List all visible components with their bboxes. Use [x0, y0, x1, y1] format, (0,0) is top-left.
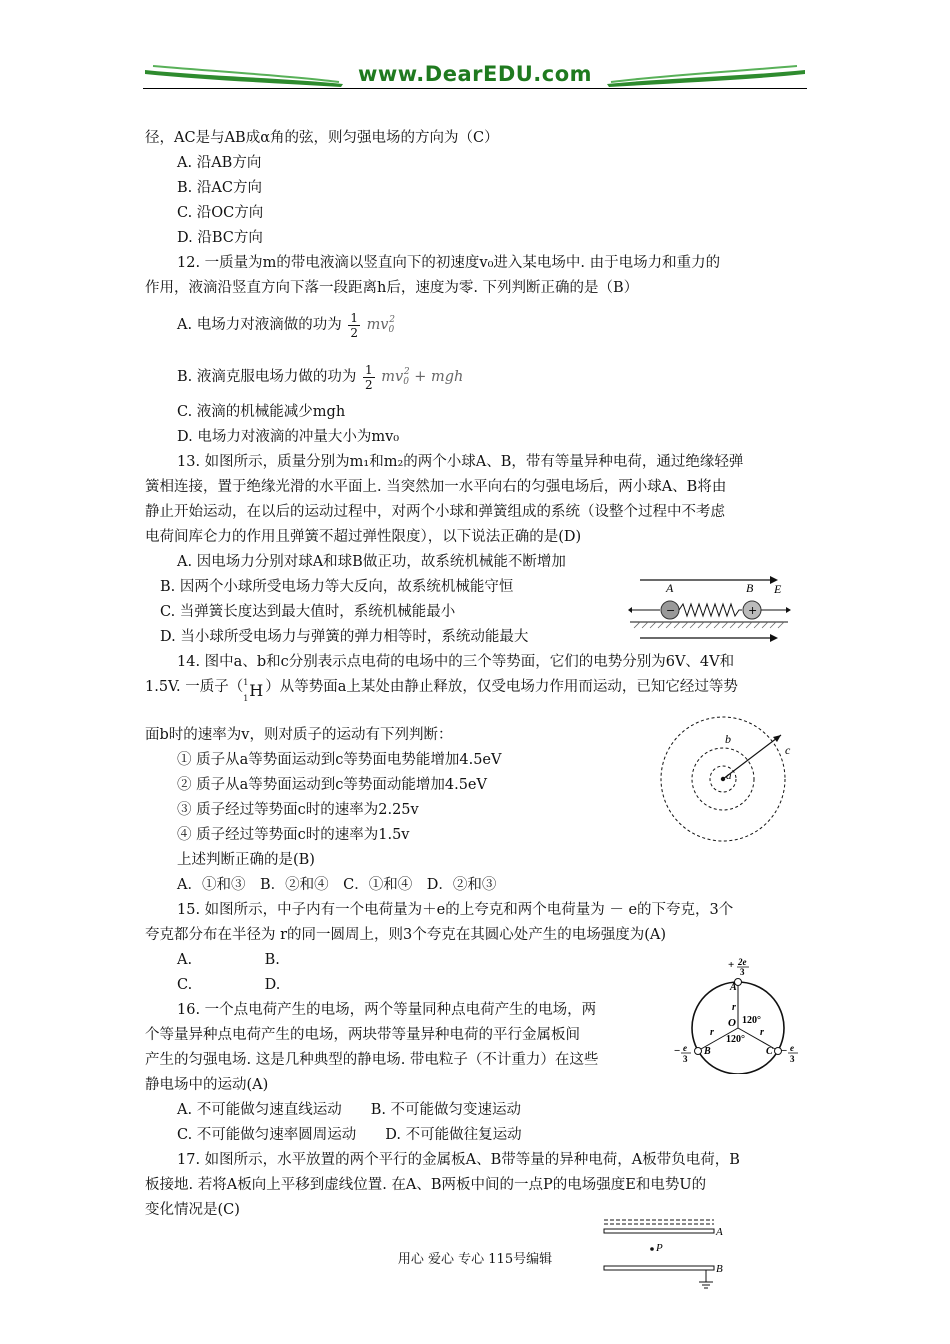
angle-label: 120° [742, 1015, 761, 1026]
label-c: C [766, 1046, 773, 1057]
minus-sign: − [666, 604, 676, 617]
text-line: 板接地. 若将A板向上平移到虚线位置. 在A、B两板中间的一点P的电场强度E和电势U的 [145, 1177, 707, 1193]
figure-15-quarks [672, 956, 802, 1074]
option-line: A. 因电场力分别对球A和球B做正功，故系统机械能不断增加 [177, 554, 566, 570]
option-line: A. 沿AB方向 [177, 155, 262, 171]
statement-3: ③ 质子经过等势面c时的速率为2.25v [177, 802, 419, 818]
option-line: C. 当弹簧长度达到最大值时，系统机械能最小 [160, 604, 456, 620]
text-line: 变化情况是(C) [145, 1202, 240, 1218]
option-line: D. 当小球所受电场力与弹簧的弹力相等时，系统动能最大 [160, 629, 529, 645]
label-r-top: r [732, 1002, 736, 1013]
q12-option-b: B. 液滴克服电场力做的功为 $\frac{1}{2}$ $mv_0^2$ + mgh [177, 362, 464, 392]
options-line: A．①和③ B．②和④ C．①和④ D．②和③ [177, 877, 497, 893]
statement-1: ① 质子从a等势面运动到c等势面电势能增加4.5eV [177, 752, 502, 768]
figure-13-spring-balls [628, 572, 793, 644]
question-16: 16. 一个点电荷产生的电场，两个等量同种点电荷产生的电场，两 [177, 1002, 597, 1018]
text-line: 电荷间库仑力的作用且弹簧不超过弹性限度），以下说法正确的是(D) [145, 529, 582, 545]
site-logo-text[interactable]: www.DearEDU.com [357, 62, 593, 86]
text-line: 夸克都分布在半径为 r的同一圆周上，则3个夸克在其圆心处产生的电场强度为(A) [145, 927, 667, 943]
charge-top-num: 2e [738, 957, 747, 967]
charge-right-num: e [790, 1043, 794, 1053]
question-13: 13. 如图所示，质量分别为m₁和m₂的两个小球A、B，带有等量异种电荷，通过绝缘轻弹 [177, 454, 744, 470]
charge-left-num: e [683, 1043, 687, 1053]
option-line: B. 因两个小球所受电场力等大反向，故系统机械能守恒 [160, 579, 514, 595]
page-footer: 用心 爱心 专心 115号编辑 [397, 1252, 553, 1267]
angle-label: 120° [726, 1034, 745, 1045]
q12-option-a: A. 电场力对液滴做的功为 $\frac{1}{2}$ $mv_0^2$ [177, 310, 395, 340]
header-rule [143, 88, 807, 89]
text-line: 个等量异种点电荷产生的电场，两块带等量异种电荷的平行金属板间 [145, 1027, 580, 1043]
options-line: A. 不可能做匀速直线运动 B. 不可能做匀变速运动 [177, 1102, 522, 1118]
option-line: D. 电场力对液滴的冲量大小为mv₀ [177, 429, 400, 445]
charge-top-den: 3 [740, 967, 745, 977]
statement-2: ② 质子从a等势面运动到c等势面动能增加4.5eV [177, 777, 487, 793]
label-b: B [704, 1046, 711, 1057]
label-a: a [726, 770, 732, 782]
fraction: $\frac{1}{2}$ [350, 310, 358, 340]
label-b: B [716, 1263, 723, 1275]
question-14: 14. 图中a、b和c分别表示点电荷的电场中的三个等势面，它们的电势分别为6V、4V和 [177, 654, 735, 670]
text-line: 作用，液滴沿竖直方向下落一段距离h后，速度为零. 下列判断正确的是（B） [145, 280, 639, 296]
text-line: 径，AC是与AB成α角的弦，则匀强电场的方向为（C） [145, 130, 499, 146]
text-line: 静电场中的运动(A) [145, 1077, 269, 1093]
charge-plus-sign: + [728, 959, 735, 971]
label-r-right: r [760, 1027, 764, 1038]
charge-right-minus: − [781, 1045, 788, 1057]
option-line: C. 液滴的机械能减少mgh [177, 404, 346, 420]
plate-a [604, 1229, 714, 1233]
option-line: D. 沿BC方向 [177, 230, 263, 246]
charge-left-den: 3 [683, 1054, 688, 1064]
nuclide-symbol: 1 1 H [243, 678, 264, 703]
plus-sign: + [748, 604, 758, 617]
options-line: C. D. [177, 977, 281, 993]
charge-left-minus: − [674, 1045, 681, 1057]
option-line: C. 沿OC方向 [177, 205, 264, 221]
label-c: c [785, 743, 791, 757]
text-line: 上述判断正确的是(B) [177, 852, 315, 868]
figure-14-equipotentials [655, 712, 795, 842]
fraction: $\frac{1}{2}$ [364, 362, 373, 392]
label-e: E [774, 582, 782, 596]
label-a: A [716, 1226, 723, 1238]
options-line: C. 不可能做匀速率圆周运动 D. 不可能做往复运动 [177, 1127, 522, 1143]
text-line: 静止开始运动，在以后的运动过程中，对两个小球和弹簧组成的系统（设整个过程中不考虑 [145, 504, 725, 520]
question-15: 15. 如图所示，中子内有一个电荷量为＋e的上夸克和两个电荷量为 － e的下夸克，3个 [177, 902, 734, 918]
label-b: B [746, 581, 754, 595]
charge-right-den: 3 [790, 1054, 795, 1064]
text-line: 簧相连接，置于绝缘光滑的水平面上. 当突然加一水平向右的匀强电场后，两小球A、B将由 [145, 479, 727, 495]
label-a: A [730, 982, 737, 993]
text-line: 面b时的速率为v，则对质子的运动有下列判断： [145, 727, 453, 743]
label-o: O [728, 1017, 736, 1029]
label-p: P [656, 1242, 663, 1254]
label-b: b [725, 732, 731, 746]
label-a: A [666, 581, 674, 595]
question-12: 12. 一质量为m的带电液滴以竖直向下的初速度v₀进入某电场中. 由于电场力和重力的 [177, 255, 721, 271]
options-line: A. B. [177, 952, 280, 968]
text-line: 产生的匀强电场. 这是几种典型的静电场. 带电粒子（不计重力）在这些 [145, 1052, 599, 1068]
spring [679, 604, 742, 616]
question-17: 17. 如图所示，水平放置的两个平行的金属板A、B带等量的异种电荷，A板带负电荷，B [177, 1152, 740, 1168]
text-line-nuclide: 1.5V. 一质子（ 1 1 H ）从等势面a上某处由静止释放，仅受电场力作用而运动，已知它经过等势 [145, 678, 738, 703]
option-line: B. 沿AC方向 [177, 180, 262, 196]
label-r-left: r [710, 1027, 714, 1038]
statement-4: ④ 质子经过等势面c时的速率为1.5v [177, 827, 410, 843]
